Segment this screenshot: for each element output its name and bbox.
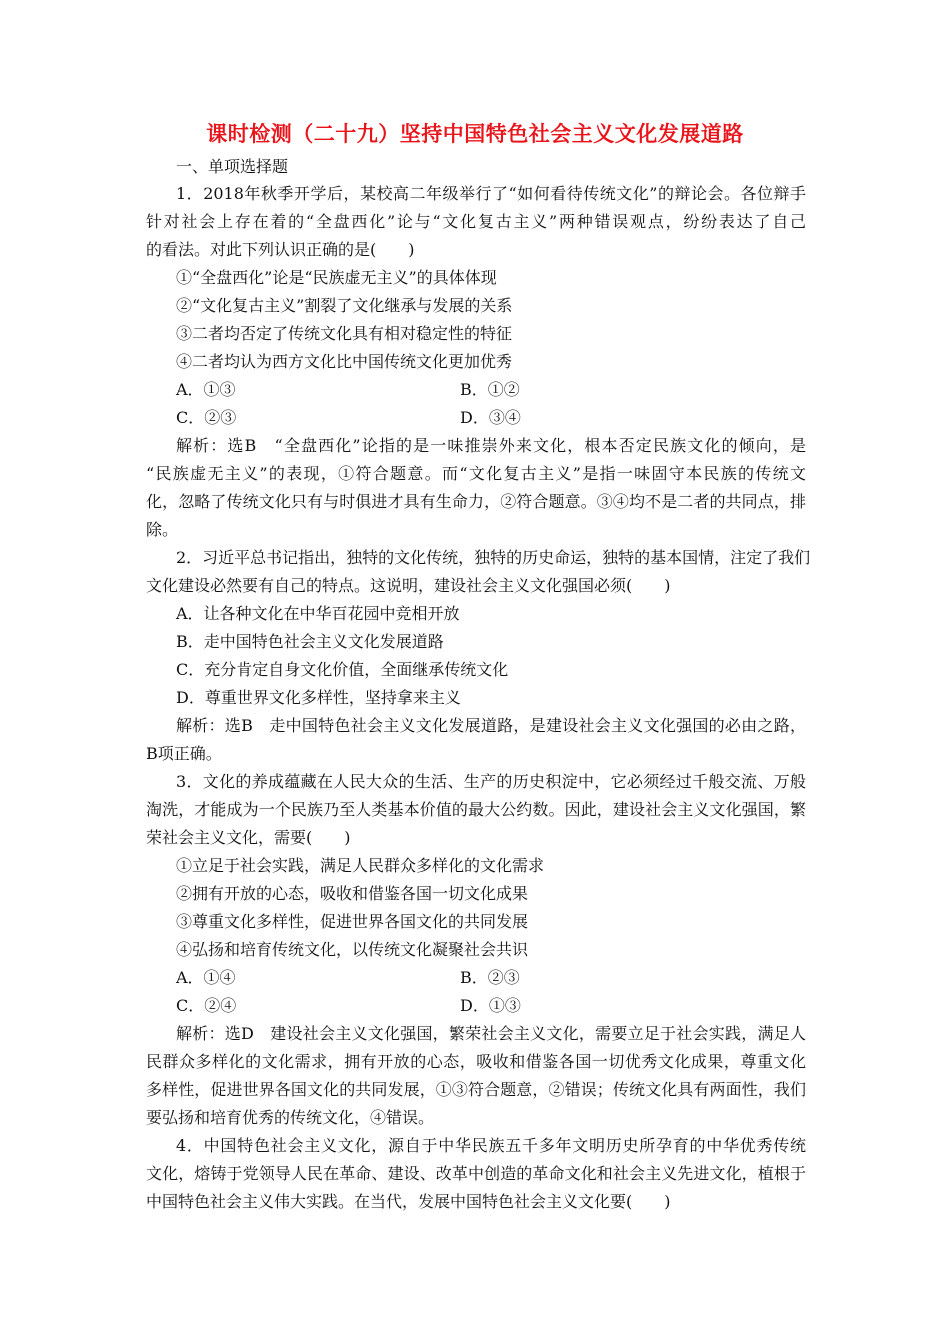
q1-analysis-line-2: “民族虚无主义”的表现，①符合题意。而“文化复古主义”是指一味固守本民族的传统文 [146, 464, 806, 483]
q2-option-c: C．充分肯定自身文化价值，全面继承传统文化 [176, 660, 509, 679]
q4-stem-line-2: 文化，熔铸于党领导人民在革命、建设、改革中创造的革命文化和社会主义先进文化，植根于 [146, 1164, 806, 1183]
q3-analysis-line-1: 解析：选D 建设社会主义文化强国，繁荣社会主义文化，需要立足于社会实践，满足人 [176, 1024, 806, 1043]
q2-analysis-line-2: B项正确。 [146, 744, 222, 763]
q2-analysis-line-1: 解析：选B 走中国特色社会主义文化发展道路，是建设社会主义文化强国的必由之路， [176, 716, 806, 735]
q1-analysis-line-3: 化，忽略了传统文化只有与时俱进才具有生命力，②符合题意。③④均不是二者的共同点，排 [146, 492, 806, 511]
q3-stem-line-1: 3．文化的养成蕴藏在人民大众的生活、生产的历史积淀中，它必须经过千般交流、万般 [176, 772, 806, 791]
q1-option-a: A．①③ [176, 380, 236, 399]
q3-option-c: C．②④ [176, 996, 237, 1015]
q3-stem-line-2: 淘洗，才能成为一个民族乃至人类基本价值的最大公约数。因此，建设社会主义文化强国，繁 [146, 800, 806, 819]
q3-statement-3: ③尊重文化多样性，促进世界各国文化的共同发展 [176, 912, 529, 931]
q1-statement-2: ②“文化复古主义”割裂了文化继承与发展的关系 [176, 296, 513, 315]
q1-analysis-line-1: 解析：选B “全盘西化”论指的是一味推崇外来文化，根本否定民族文化的倾向，是 [176, 436, 806, 455]
q1-statement-3: ③二者均否定了传统文化具有相对稳定性的特征 [176, 324, 513, 343]
q2-option-d: D．尊重世界文化多样性，坚持拿来主义 [176, 688, 461, 707]
q1-statement-4: ④二者均认为西方文化比中国传统文化更加优秀 [176, 352, 513, 371]
q1-analysis-line-4: 除。 [146, 520, 179, 539]
q3-option-a: A．①④ [176, 968, 236, 987]
q3-stem-line-3: 荣社会主义文化，需要( ) [146, 828, 351, 847]
q1-option-d: D．③④ [460, 408, 521, 427]
q1-option-b: B．①② [460, 380, 520, 399]
section-heading: 一、单项选择题 [176, 157, 289, 176]
q3-analysis-line-2: 民群众多样化的文化需求，拥有开放的心态，吸收和借鉴各国一切优秀文化成果，尊重文化 [146, 1052, 806, 1071]
q2-option-a: A．让各种文化在中华百花园中竞相开放 [176, 604, 460, 623]
q1-statement-1: ①“全盘西化”论是“民族虚无主义”的具体体现 [176, 268, 497, 287]
q2-option-b: B．走中国特色社会主义文化发展道路 [176, 632, 444, 651]
q2-stem-line-2: 文化建设必然要有自己的特点。这说明，建设社会主义文化强国必须( ) [146, 576, 671, 595]
q1-stem-line-3: 的看法。对此下列认识正确的是( ) [146, 240, 415, 259]
q3-option-d: D．①③ [460, 996, 521, 1015]
page-title: 课时检测（二十九）坚持中国特色社会主义文化发展道路 [206, 122, 744, 146]
q1-option-c: C．②③ [176, 408, 237, 427]
q1-stem-line-1: 1．2018年秋季开学后，某校高二年级举行了“如何看待传统文化”的辩论会。各位辩手 [176, 184, 806, 203]
q4-stem-line-3: 中国特色社会主义伟大实践。在当代，发展中国特色社会主义文化要( ) [146, 1192, 671, 1211]
q3-analysis-line-4: 要弘扬和培育优秀的传统文化，④错误。 [146, 1108, 435, 1127]
q3-statement-4: ④弘扬和培育传统文化，以传统文化凝聚社会共识 [176, 940, 529, 959]
q3-option-b: B．②③ [460, 968, 520, 987]
q2-stem-line-1: 2．习近平总书记指出，独特的文化传统，独特的历史命运，独特的基本国情，注定了我们 [176, 548, 811, 567]
q3-statement-1: ①立足于社会实践，满足人民群众多样化的文化需求 [176, 856, 545, 875]
q1-stem-line-2: 针对社会上存在着的“全盘西化”论与“文化复古主义”两种错误观点，纷纷表达了自己 [146, 212, 806, 231]
q4-stem-line-1: 4．中国特色社会主义文化，源自于中华民族五千多年文明历史所孕育的中华优秀传统 [176, 1136, 806, 1155]
q3-statement-2: ②拥有开放的心态，吸收和借鉴各国一切文化成果 [176, 884, 529, 903]
q3-analysis-line-3: 多样性，促进世界各国文化的共同发展，①③符合题意，②错误；传统文化具有两面性，我们 [146, 1080, 806, 1099]
